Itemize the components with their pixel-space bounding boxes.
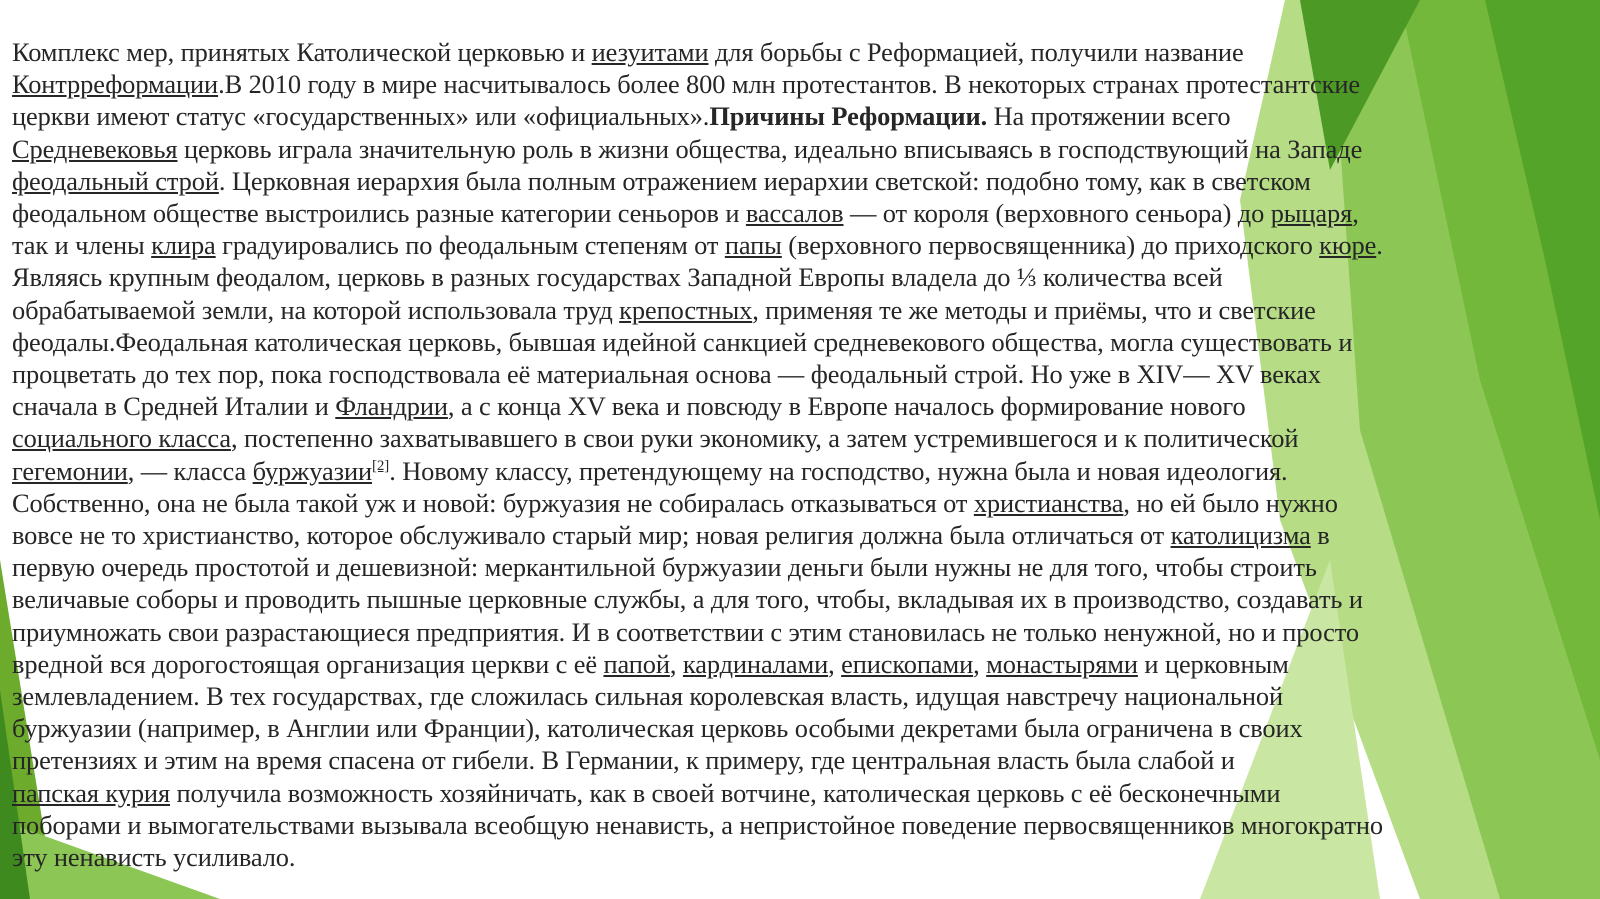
text-line [12, 809, 1592, 841]
text-line [12, 229, 1592, 261]
link-pope-2[interactable]: папой [603, 648, 670, 679]
text-run: приумножать свои разрастающиеся предприятия. И в соответствии с этим становилась не только ненужной, но и просто [12, 616, 1359, 647]
text-line [12, 261, 1592, 293]
text-run: феодальном обществе выстроились разные категории сеньоров и [12, 198, 746, 229]
link-vassals[interactable]: вассалов [745, 198, 844, 229]
text-run: градуировались по феодальным степеням от [215, 230, 725, 261]
text-run: церкви имеют статус «государственных» или «официальных». [12, 101, 710, 132]
text-line [12, 744, 1592, 776]
text-line [12, 648, 1592, 680]
text-line [12, 294, 1592, 326]
text-run: . [1376, 230, 1383, 261]
text-run: землевладением. В тех государствах, где сложилась сильная королевская власть, идущая навстречу национальной [12, 681, 1283, 712]
text-run: получила возможность хозяйничать, как в своей вотчине, католическая церковь с её бесконечными [170, 777, 1281, 808]
text-run: первую очередь простотой и дешевизной: меркантильной буржуазии деньги были нужны не для того, чтобы строить [12, 552, 1317, 583]
link-clergy[interactable]: клира [151, 230, 216, 261]
link-hegemony[interactable]: гегемонии [12, 455, 128, 486]
slide-paragraph [12, 36, 1592, 873]
text-run: .В 2010 году в мире насчитывалось более 800 млн протестантов. В некоторых странах протестантские [218, 69, 1361, 100]
text-run: претензиях и этим на время спасена от гибели. В Германии, к примеру, где центральная власть была слабой и [12, 745, 1235, 776]
text-run: , постепенно захватывавшего в свои руки экономику, а затем устремившегося и к политической [230, 423, 1299, 454]
text-run: и церковным [1137, 648, 1289, 679]
link-cure[interactable]: кюре [1319, 230, 1377, 261]
link-bishops[interactable]: епископами [841, 648, 974, 679]
text-run: для борьбы с Реформацией, получили название [708, 37, 1244, 67]
text-line [12, 519, 1592, 551]
text-run: в [1310, 520, 1330, 551]
text-run: , но ей было нужно [1123, 487, 1338, 518]
text-run: — от короля (верховного сеньора) до [843, 198, 1271, 229]
text-line [12, 777, 1592, 809]
link-christianity[interactable]: христианства [973, 487, 1124, 518]
text-run: феодалы.Феодальная католическая церковь, бывшая идейной санкцией средневекового общества, могла существовать и [12, 326, 1353, 357]
text-line [12, 68, 1592, 100]
text-run: (верховного первосвященника) до приходского [781, 230, 1320, 261]
text-run: вовсе не то христианство, которое обслуживало старый мир; новая религия должна была отличаться от [12, 520, 1171, 551]
link-middle-ages[interactable]: Средневековья [12, 133, 178, 164]
text-line [12, 390, 1592, 422]
link-papal-curia[interactable]: папская курия [12, 777, 170, 808]
text-run: Комплекс мер, принятых Католической церковью и [12, 37, 592, 67]
link-bourgeoisie[interactable]: буржуазии [252, 455, 372, 486]
text-run: обрабатываемой земли, на которой использовала труд [12, 294, 620, 325]
text-run: поборами и вымогательствами вызывала всеобщую ненависть, а непристойное поведение первосвященников многократно [12, 809, 1384, 840]
link-monasteries[interactable]: монастырями [986, 648, 1138, 679]
link-knight[interactable]: рыцаря [1270, 198, 1353, 229]
text-run: , применяя те же методы и приёмы, что и светские [752, 294, 1316, 325]
text-run: , [669, 648, 683, 679]
text-run: , [1352, 198, 1359, 229]
text-line [12, 616, 1592, 648]
text-run: Собственно, она не была такой уж и новой: буржуазия не собиралась отказываться от [12, 487, 974, 518]
text-line [12, 487, 1592, 519]
text-run: буржуазии (например, в Англии или Франции), католическая церковь особыми декретами была ограничена в своих [12, 713, 1303, 744]
text-run: , — класса [127, 455, 253, 486]
text-line [12, 326, 1592, 358]
link-serfs[interactable]: крепостных [619, 294, 753, 325]
link-catholicism[interactable]: католицизма [1170, 520, 1311, 551]
text-line [12, 712, 1592, 744]
link-flanders[interactable]: Фландрии [335, 391, 448, 422]
link-pope[interactable]: папы [724, 230, 782, 261]
link-feudalism[interactable]: феодальный строй [12, 165, 219, 196]
text-line [12, 133, 1592, 165]
text-line [12, 358, 1592, 390]
link-social-class[interactable]: социального класса [12, 423, 231, 454]
text-line [12, 455, 1592, 487]
text-run: . Новому классу, претендующему на господство, нужна была и новая идеология. [389, 455, 1288, 486]
text-run: церковь играла значительную роль в жизни общества, идеально вписываясь в господствующий на Западе [177, 133, 1363, 164]
text-run: , [973, 648, 987, 679]
text-line [12, 841, 1592, 873]
text-line [12, 551, 1592, 583]
text-run: Являясь крупным феодалом, церковь в разных государствах Западной Европы владела до ⅓ количества всей [12, 262, 1223, 293]
text-run: На протяжении всего [987, 101, 1231, 132]
text-line [12, 197, 1592, 229]
text-line [12, 680, 1592, 712]
text-run: , [828, 648, 842, 679]
text-run: эту ненависть усиливало. [12, 842, 296, 873]
text-line [12, 100, 1592, 132]
footnote-ref[interactable]: [2] [372, 457, 390, 474]
text-run: сначала в Средней Италии и [12, 391, 336, 422]
text-run: величавые соборы и проводить пышные церковные службы, а для того, чтобы, вкладывая их в производство, создавать и [12, 584, 1363, 615]
text-run: , а с конца XV века и повсюду в Европе началось формирование нового [447, 391, 1246, 422]
text-line [12, 583, 1592, 615]
text-run: вредной вся дорогостоящая организация церкви с её [12, 648, 604, 679]
text-run: так и члены [12, 230, 152, 261]
link-counter-reformation[interactable]: Контрреформации [12, 69, 219, 100]
text-run: . Церковная иерархия была полным отражением иерархии светской: подобно тому, как в светском [218, 165, 1311, 196]
text-run: процветать до тех пор, пока господствовала её материальная основа — феодальный строй. Но уже в XIV— XV веках [12, 359, 1321, 390]
link-jesuits[interactable]: иезуитами [591, 37, 709, 67]
link-cardinals[interactable]: кардиналами [682, 648, 829, 679]
text-line [12, 165, 1592, 197]
text-line [12, 36, 1592, 68]
text-line [12, 422, 1592, 454]
section-heading-causes: Причины Реформации. [709, 101, 988, 132]
